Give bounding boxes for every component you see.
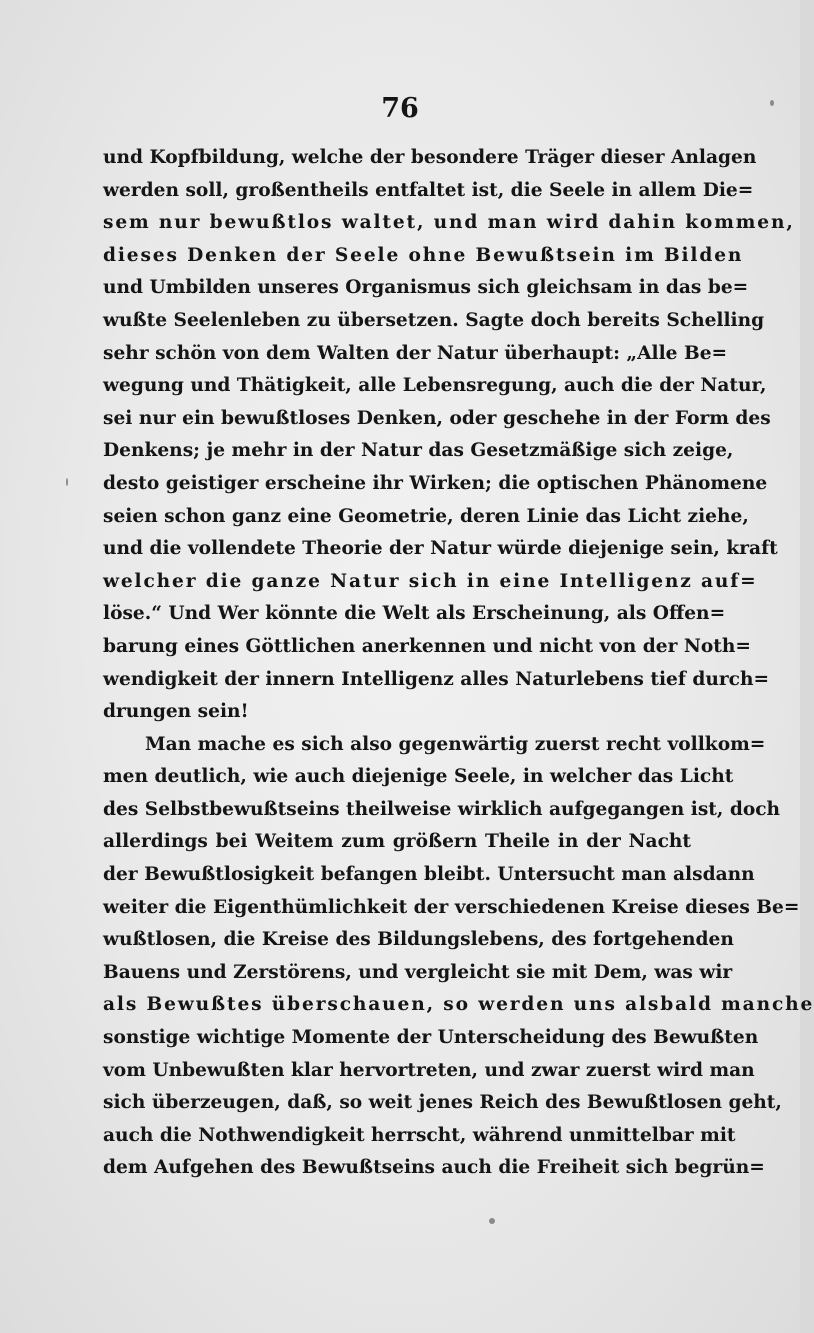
text-line: des Selbstbewußtseins theilweise wirklich aufgegangen ist, doch	[103, 798, 781, 820]
text-line: barung eines Göttlichen anerkennen und nicht von der Noth=	[103, 635, 751, 657]
text-line: men deutlich, wie auch diejenige Seele, in welcher das Licht	[103, 766, 734, 788]
text-line: wegung und Thätigkeit, alle Lebensregung, auch die der Natur,	[103, 375, 767, 397]
text-line: auch die Nothwendigkeit herrscht, während unmittelbar mit	[103, 1124, 736, 1146]
text-line: wendigkeit der innern Intelligenz alles Naturlebens tief durch=	[103, 668, 770, 690]
text-line: sich überzeugen, daß, so weit jenes Reich des Bewußtlosen geht,	[103, 1092, 782, 1114]
text-line: allerdings bei Weitem zum größern Theile in der Nacht	[103, 831, 691, 853]
text-line: welcher die ganze Natur sich in eine Intelligenz auf=	[103, 570, 758, 592]
ink-speck	[66, 478, 68, 486]
text-line: drungen sein!	[103, 701, 249, 723]
text-line: als Bewußtes überschauen, so werden uns alsbald manche	[103, 994, 814, 1016]
text-line: desto geistiger erscheine ihr Wirken; die optischen Phänomene	[103, 472, 768, 494]
text-line: sehr schön von dem Walten der Natur überhaupt: „Alle Be=	[103, 342, 728, 364]
text-line: und die vollendete Theorie der Natur würde diejenige sein, kraft	[103, 538, 778, 560]
text-line: der Bewußtlosigkeit befangen bleibt. Untersucht man alsdann	[103, 864, 755, 886]
text-line: weiter die Eigenthümlichkeit der verschiedenen Kreise dieses Be=	[103, 896, 800, 918]
page-number: 76	[381, 93, 419, 124]
text-line: wußtlosen, die Kreise des Bildungslebens, des fortgehenden	[103, 929, 734, 951]
text-line: und Umbilden unseres Organismus sich gleichsam in das be=	[103, 277, 749, 299]
text-line: Man mache es sich also gegenwärtig zuerst recht vollkom=	[145, 733, 766, 755]
text-line: Denkens; je mehr in der Natur das Gesetzmäßige sich zeige,	[103, 440, 734, 462]
text-line: dieses Denken der Seele ohne Bewußtsein im Bilden	[103, 244, 744, 266]
text-line: wußte Seelenleben zu übersetzen. Sagte doch bereits Schelling	[103, 309, 765, 331]
text-line: seien schon ganz eine Geometrie, deren Linie das Licht ziehe,	[103, 505, 749, 527]
body-text	[103, 142, 814, 1185]
text-line: sem nur bewußtlos waltet, und man wird dahin kommen,	[103, 212, 795, 234]
text-line: dem Aufgehen des Bewußtseins auch die Freiheit sich begrün=	[103, 1157, 765, 1179]
text-line: werden soll, großentheils entfaltet ist, die Seele in allem Die=	[103, 179, 754, 201]
ink-speck	[489, 1218, 495, 1224]
text-line: sei nur ein bewußtloses Denken, oder geschehe in der Form des	[103, 407, 771, 429]
text-line: und Kopfbildung, welche der besondere Träger dieser Anlagen	[103, 147, 757, 168]
text-line: sonstige wichtige Momente der Unterscheidung des Bewußten	[103, 1027, 759, 1049]
text-line: vom Unbewußten klar hervortreten, und zwar zuerst wird man	[103, 1059, 755, 1081]
text-line: Bauens und Zerstörens, und vergleicht sie mit Dem, was wir	[103, 961, 733, 983]
text-line: löse.“ Und Wer könnte die Welt als Erscheinung, als Offen=	[103, 603, 726, 625]
